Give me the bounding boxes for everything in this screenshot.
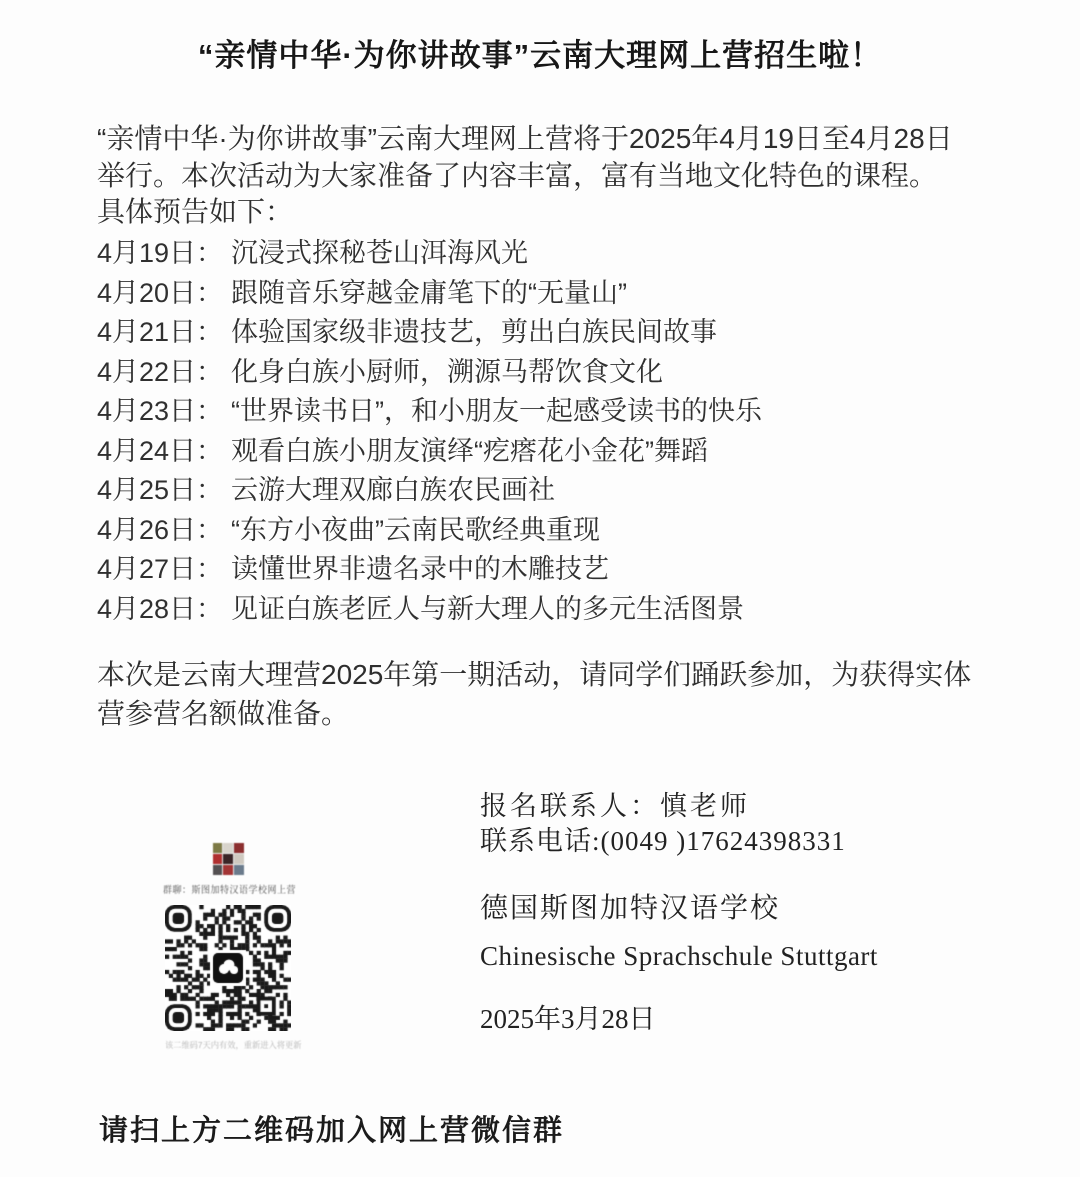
schedule-date: 4月27日： bbox=[97, 554, 224, 584]
wechat-group-qr-widget bbox=[163, 840, 302, 1051]
schedule-row bbox=[97, 511, 762, 551]
schedule-description: 跟随音乐穿越金庸笔下的“无量山” bbox=[231, 277, 627, 308]
schedule-row bbox=[97, 234, 762, 274]
schedule-description: 沉浸式探秘苍山洱海风光 bbox=[231, 238, 528, 268]
qr-validity-note: 该二维码7天内有效，重新进入将更新 bbox=[164, 1040, 302, 1050]
schedule-date: 4月24日： bbox=[97, 435, 224, 466]
intro-line: 举行。本次活动为大家准备了内容丰富，富有当地文化特色的课程。 bbox=[97, 159, 938, 191]
schedule-description: 化身白族小厨师，溯源马帮饮食文化 bbox=[231, 356, 663, 387]
schedule-row bbox=[97, 353, 762, 393]
schedule-description: 体验国家级非遗技艺，剪出白族民间故事 bbox=[231, 317, 717, 347]
closing-line: 本次是云南大理营2025年第一期活动，请同学们踊跃参加，为获得实体 bbox=[97, 659, 972, 690]
schedule-row bbox=[97, 432, 762, 472]
schedule-list bbox=[97, 234, 762, 629]
page-title: “亲情中华·为你讲故事”云南大理网上营招生啦！ bbox=[197, 38, 883, 73]
schedule-date: 4月23日： bbox=[97, 396, 224, 426]
schedule-description: 观看白族小朋友演绎“疙瘩花小金花”舞蹈 bbox=[231, 435, 708, 466]
school-name-chinese: 德国斯图加特汉语学校 bbox=[480, 893, 781, 924]
schedule-row bbox=[97, 590, 762, 630]
schedule-description: 云游大理双廊白族农民画社 bbox=[231, 475, 555, 505]
schedule-date: 4月22日： bbox=[97, 356, 224, 387]
document-date: 2025年3月28日 bbox=[480, 1004, 656, 1034]
schedule-date: 4月19日： bbox=[97, 238, 224, 268]
qr-code bbox=[165, 905, 291, 1031]
closing-paragraph bbox=[97, 655, 1027, 733]
schedule-description: 读懂世界非遗名录中的木雕技艺 bbox=[231, 554, 609, 584]
school-name-german: Chinesische Sprachschule Stuttgart bbox=[480, 941, 878, 971]
schedule-date: 4月25日： bbox=[97, 475, 224, 505]
contact-phone: 联系电话:(0049 )17624398331 bbox=[480, 826, 846, 856]
schedule-row bbox=[97, 550, 762, 590]
schedule-row bbox=[97, 471, 762, 511]
schedule-date: 4月20日： bbox=[97, 277, 224, 308]
footer-scan-instruction: 请扫上方二维码加入网上营微信群 bbox=[99, 1115, 565, 1147]
contact-person: 报名联系人：慎老师 bbox=[480, 791, 750, 821]
intro-line: “亲情中华·为你讲故事”云南大理网上营将于2025年4月19日至4月28日 bbox=[97, 123, 953, 154]
schedule-description: “东方小夜曲”云南民歌经典重现 bbox=[231, 514, 600, 545]
schedule-row bbox=[97, 313, 762, 353]
schedule-row bbox=[97, 274, 762, 314]
schedule-date: 4月28日： bbox=[97, 593, 224, 624]
intro-line: 具体预告如下： bbox=[97, 196, 294, 227]
schedule-description: 见证白族老匠人与新大理人的多元生活图景 bbox=[231, 593, 744, 624]
schedule-description: “世界读书日”，和小朋友一起感受读书的快乐 bbox=[231, 396, 762, 426]
schedule-date: 4月21日： bbox=[97, 317, 224, 347]
schedule-date: 4月26日： bbox=[97, 514, 224, 545]
schedule-row bbox=[97, 392, 762, 432]
closing-line: 营参营名额做准备。 bbox=[97, 698, 350, 729]
group-avatar bbox=[213, 843, 244, 875]
intro-paragraph bbox=[97, 121, 1027, 231]
group-name-caption: 群聊：斯图加特汉语学校网上营 bbox=[163, 884, 297, 896]
